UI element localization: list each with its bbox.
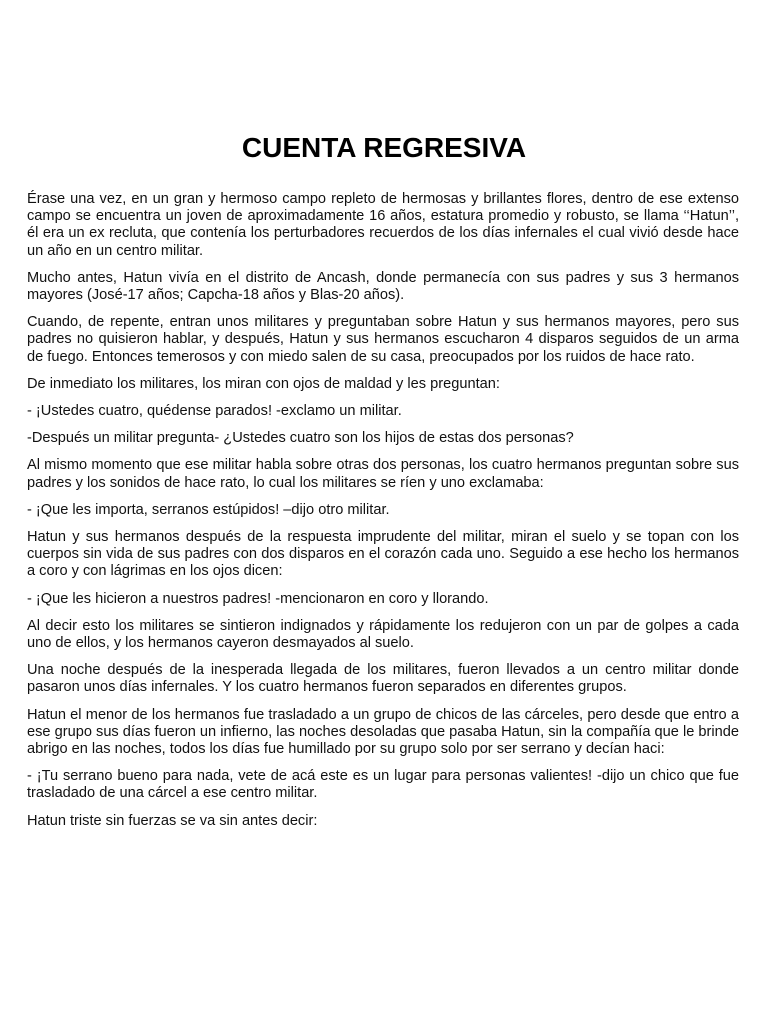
paragraph: De inmediato los militares, los miran con ojos de maldad y les preguntan: [27, 375, 500, 392]
paragraph: Al decir esto los militares se sintieron indignados y rápidamente los redujeron con un par de golpes a cada uno de ellos, y los hermanos cayeron desmayados al suelo. [27, 617, 739, 652]
paragraph: Hatun triste sin fuerzas se va sin antes decir: [27, 812, 318, 829]
page-title: CUENTA REGRESIVA [241, 132, 527, 163]
dialogue-line: -Después un militar pregunta- ¿Ustedes cuatro son los hijos de estas dos personas? [27, 430, 574, 447]
paragraph: Hatun y sus hermanos después de la respuesta imprudente del militar, miran el suelo y se topan con los cuerpos sin vida de sus padres con dos disparos en el corazón cada uno. Seguido a ese hecho los hermanos a coro y con lágrimas en los ojos dicen: [27, 529, 739, 580]
dialogue-line: - ¡Que les importa, serranos estúpidos! –dijo otro militar. [27, 501, 390, 518]
paragraph: Una noche después de la inesperada llegada de los militares, fueron llevados a un centro militar donde pasaron unos días infernales. Y los cuatro hermanos fueron separados en diferentes grupos. [27, 662, 739, 696]
dialogue-line: - ¡Ustedes cuatro, quédense parados! -exclamo un militar. [27, 403, 402, 420]
document-body [27, 191, 739, 840]
paragraph: Cuando, de repente, entran unos militares y preguntaban sobre Hatun y sus hermanos mayores, pero sus padres no quisieron hablar, y después, Hatun y sus hermanos escucharon 4 disparos seguidos de un arma de fuego. Entonces temerosos y con miedo salen de su casa, preocupados por los ruidos de hace rato. [27, 314, 739, 365]
dialogue-line: - ¡Que les hicieron a nuestros padres! -mencionaron en coro y llorando. [27, 590, 489, 607]
paragraph: Érase una vez, en un gran y hermoso campo repleto de hermosas y brillantes flores, dentro de ese extenso campo se encuentra un joven de aproximadamente 16 años, estatura promedio y robusto, se llama ‘‘Hatun’’, él era un ex recluta, que contenía los perturbadores recuerdos de los días infernales el cual vivió desde hace un año en un centro militar. [27, 191, 739, 259]
paragraph: Mucho antes, Hatun vivía en el distrito de Ancash, donde permanecía con sus padres y sus 3 hermanos mayores (José-17 años; Capcha-18 años y Blas-20 años). [27, 269, 739, 304]
dialogue-line: - ¡Tu serrano bueno para nada, vete de acá este es un lugar para personas valientes! -dijo un chico que fue trasladado de una cárcel a ese centro militar. [27, 768, 739, 802]
paragraph: Hatun el menor de los hermanos fue trasladado a un grupo de chicos de las cárceles, pero desde que entro a ese grupo sus días fueron un infierno, las noches desoladas que pasaba Hatun, sin la compañía que le brinde abrigo en las noches, todos los días fue humillado por su grupo solo por ser serrano y decían haci: [27, 706, 739, 758]
paragraph: Al mismo momento que ese militar habla sobre otras dos personas, los cuatro hermanos preguntan sobre sus padres y los sonidos de hace rato, lo cual los militares se ríen y uno exclamaba: [27, 457, 739, 491]
